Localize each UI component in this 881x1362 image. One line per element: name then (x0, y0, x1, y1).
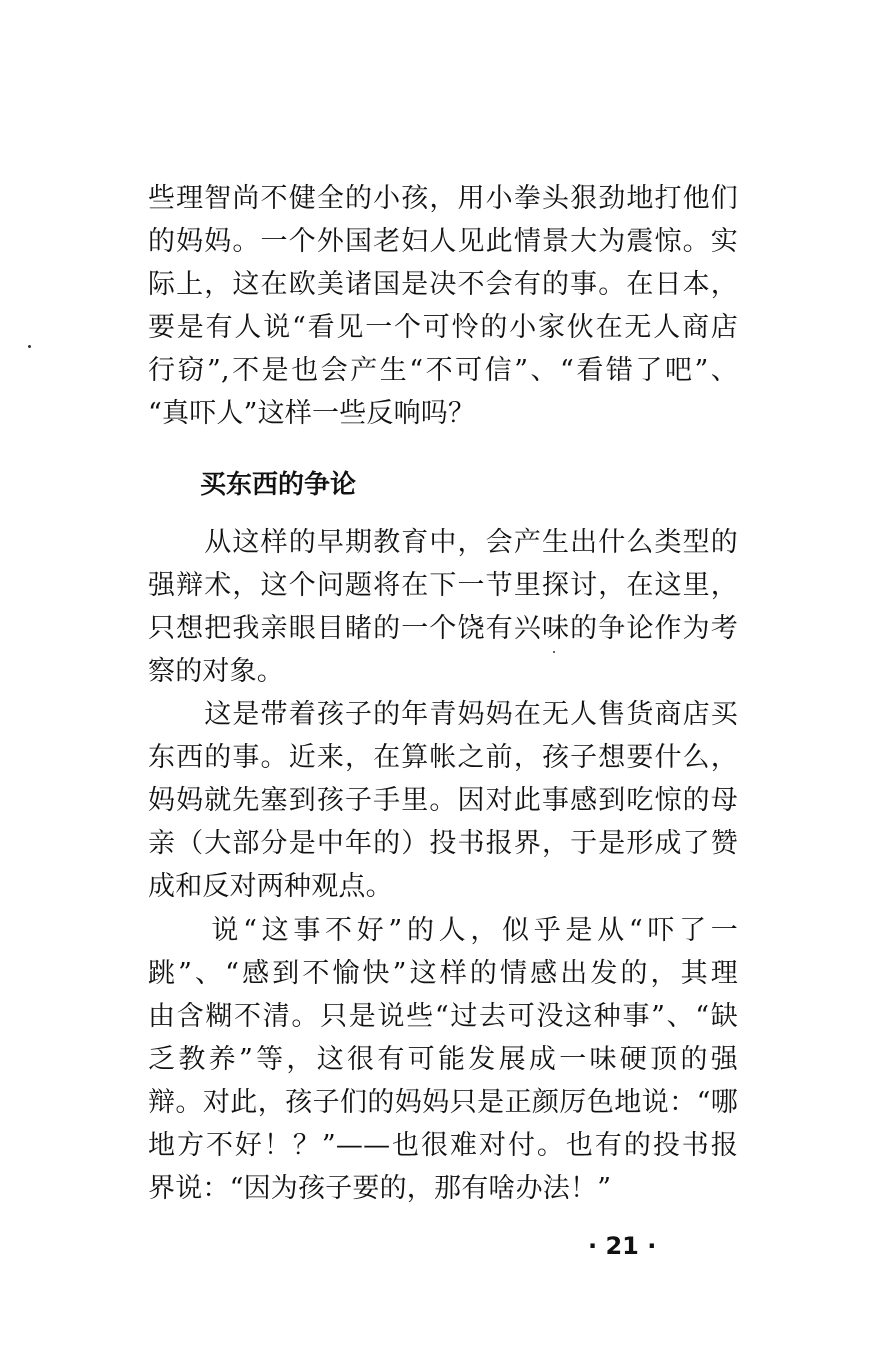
page-number: · 21 · (588, 1232, 657, 1260)
text-line: 只想把我亲眼目睹的一个饶有兴味的争论作为考 (148, 613, 738, 644)
text-line: 强辩术，这个问题将在下一节里探讨，在这里， (148, 570, 738, 601)
text-line: 界说：“因为孩子要的，那有啥办法！” (148, 1173, 612, 1204)
text-line: 跳”、“感到不愉快”这样的情感出发的，其理 (148, 958, 738, 989)
text-line: 从这样的早期教育中，会产生出什么类型的 (148, 527, 738, 558)
text-line: 成和反对两种观点。 (148, 871, 393, 902)
text-line: 说“这事不好”的人，似乎是从“吓了一 (148, 915, 738, 946)
text-line: 地方不好！？”——也很难对付。也有的投书报 (148, 1130, 738, 1161)
text-line: 察的对象。 (148, 656, 284, 687)
text-line: 这是带着孩子的年青妈妈在无人售货商店买 (148, 699, 738, 730)
text-line: 些理智尚不健全的小孩，用小拳头狠劲地打他们 (148, 183, 738, 214)
text-line: 亲（大部分是中年的）投书报界，于是形成了赞 (148, 828, 738, 859)
text-line: 东西的事。近来，在算帐之前，孩子想要什么， (148, 742, 738, 773)
scan-speck (553, 651, 555, 653)
section-heading: 买东西的争论 (200, 470, 357, 500)
text-line: 妈妈就先塞到孩子手里。因对此事感到吃惊的母 (148, 785, 738, 816)
text-line: 辩。对此，孩子们的妈妈只是正颜厉色地说：“哪 (148, 1087, 738, 1118)
text-line: “真吓人”这样一些反响吗？ (148, 398, 476, 429)
text-line: 由含糊不清。只是说些“过去可没这种事”、“缺 (148, 1001, 738, 1032)
text-line: 行窃”,不是也会产生“不可信”、“看错了吧”、 (148, 355, 738, 386)
text-line: 际上，这在欧美诸国是决不会有的事。在日本， (148, 269, 738, 300)
text-line: 乏教养”等，这很有可能发展成一味硬顶的强 (148, 1044, 738, 1075)
scan-speck (28, 345, 31, 348)
text-line: 要是有人说“看见一个可怜的小家伙在无人商店 (148, 312, 738, 343)
text-line: 的妈妈。一个外国老妇人见此情景大为震惊。实 (148, 226, 738, 257)
